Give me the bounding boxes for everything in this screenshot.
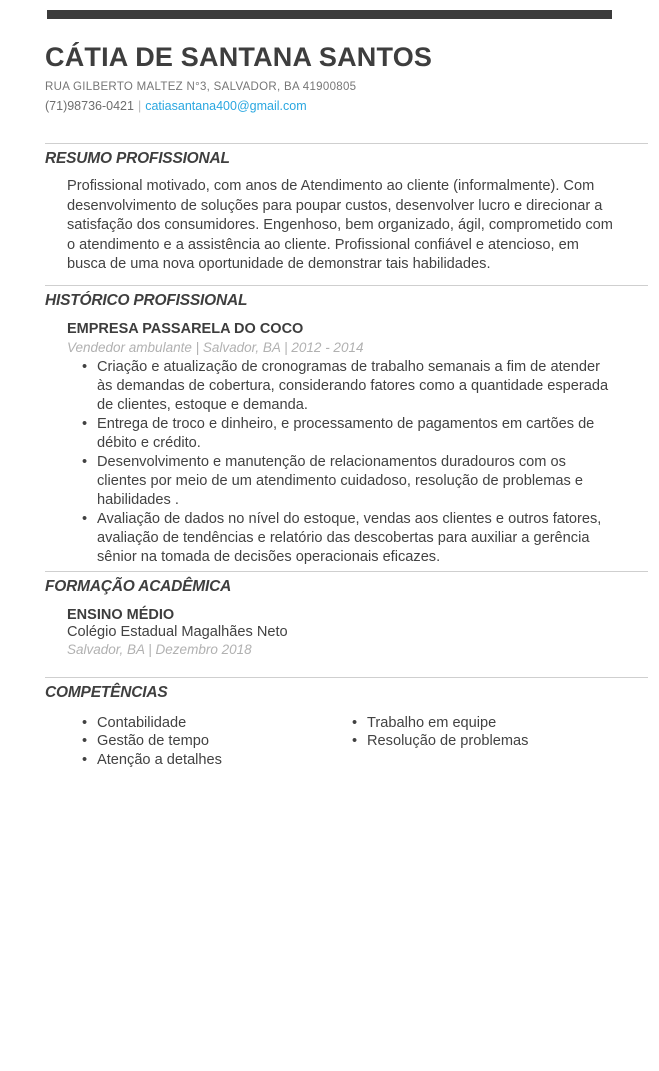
- experience-section-title: HISTÓRICO PROFISSIONAL: [45, 291, 248, 309]
- education-entry: [0, 607, 659, 658]
- bullet-icon: •: [82, 453, 88, 470]
- skill-item: [82, 732, 352, 751]
- skills-columns: [82, 714, 614, 770]
- skills-right-column: [352, 714, 614, 770]
- skill-text: Gestão de tempo: [97, 733, 209, 749]
- contact-separator: |: [137, 99, 142, 113]
- skills-section-title: COMPETÊNCIAS: [45, 683, 168, 701]
- bullet-icon: •: [82, 714, 88, 731]
- education-degree: ENSINO MÉDIO: [67, 606, 175, 623]
- section-divider: [45, 571, 648, 572]
- top-accent-bar: [47, 10, 612, 19]
- job-bullet-list: [82, 358, 614, 567]
- job-bullet-text: Entrega de troco e dinheiro, e processamento de pagamentos em cartões de débito e crédito.: [97, 415, 595, 451]
- skill-text: Resolução de problemas: [367, 733, 529, 749]
- skill-item: [82, 714, 352, 733]
- section-divider: [45, 143, 648, 144]
- email-link[interactable]: catiasantana400@gmail.com: [145, 99, 307, 113]
- bullet-icon: •: [82, 751, 88, 768]
- education-section-title: FORMAÇÃO ACADÊMICA: [45, 577, 232, 595]
- skill-text: Contabilidade: [97, 714, 187, 731]
- job-bullet-text: Desenvolvimento e manutenção de relacionamentos duradouros com os clientes por meio de um atendimento cuidadoso, resolução de problemas e habilidades .: [97, 453, 583, 508]
- bullet-icon: •: [352, 733, 358, 749]
- skill-item: [352, 714, 614, 733]
- job-bullet-text: Criação e atualização de cronogramas de trabalho semanais a fim de atender às demandas de cobertura, considerando fatores como a quantidade esperada de clientes, estoque e demanda.: [97, 358, 609, 413]
- skill-text: Atenção a detalhes: [97, 751, 222, 768]
- job-company: EMPRESA PASSARELA DO COCO: [67, 320, 304, 337]
- candidate-name: CÁTIA DE SANTANA SANTOS: [45, 42, 433, 72]
- job-bullet: [82, 510, 614, 567]
- job-bullet: [82, 453, 614, 510]
- candidate-address: RUA GILBERTO MALTEZ N°3, SALVADOR, BA 41900805: [45, 81, 357, 93]
- job-bullet: [82, 415, 614, 453]
- summary-text: Profissional motivado, com anos de Atendimento ao cliente (informalmente). Com desenvolvimento de soluções para poupar custos, desenvolver lucro e direcionar a satisfação dos consumidores. Engenhoso, bem organizado, ágil, comprometido com o atendimento e a assistência ao cliente. Profissional confiável e atencioso, em busca de uma nova oportunidade de demonstrar tais habilidades.: [67, 178, 613, 272]
- phone-number: (71)98736-0421: [45, 99, 134, 113]
- job-bullet-text: Avaliação de dados no nível do estoque, vendas aos clientes e outros fatores, avaliação de tendências e relatório das descobertas para auxiliar a gerência sênior na tomada de decisões operacionais eficazes.: [97, 510, 602, 565]
- skill-item: [352, 732, 614, 751]
- skills-list-right: [352, 714, 614, 751]
- bullet-icon: •: [352, 714, 358, 731]
- section-divider: [45, 677, 648, 678]
- job-entry: [0, 321, 659, 567]
- contact-line: [45, 99, 614, 114]
- bullet-icon: •: [82, 358, 88, 375]
- skill-text: Trabalho em equipe: [367, 714, 497, 731]
- job-meta: Vendedor ambulante | Salvador, BA | 2012 - 2014: [67, 339, 364, 355]
- job-bullet: [82, 358, 614, 415]
- skills-list-left: [82, 714, 352, 770]
- skill-item: [82, 751, 352, 770]
- skills-left-column: [82, 714, 352, 770]
- bullet-icon: •: [82, 510, 88, 527]
- summary-section-title: RESUMO PROFISSIONAL: [45, 150, 230, 167]
- education-meta: Salvador, BA | Dezembro 2018: [67, 641, 252, 657]
- education-school: Colégio Estadual Magalhães Neto: [67, 623, 288, 640]
- bullet-icon: •: [82, 733, 88, 749]
- section-divider: [45, 285, 648, 286]
- bullet-icon: •: [82, 415, 88, 432]
